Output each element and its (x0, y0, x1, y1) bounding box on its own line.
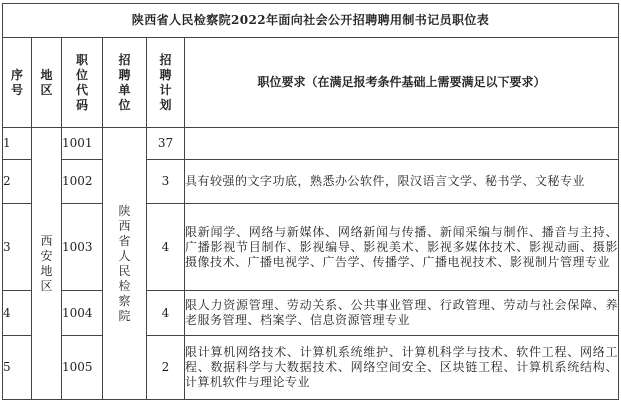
region-text: 西安地区 (40, 233, 53, 293)
header-code (62, 38, 103, 128)
cell-seq: 5 (3, 336, 32, 400)
cell-plan: 3 (147, 160, 185, 204)
cell-requirement: 限人力资源管理、劳动关系、公共事业管理、行政管理、劳动与社会保障、养老服务管理、档案学、信息资源管理专业 (185, 291, 619, 336)
cell-code: 1004 (62, 291, 103, 336)
header-row (3, 38, 619, 128)
position-table (2, 3, 619, 400)
cell-code: 1001 (62, 128, 103, 160)
cell-seq: 2 (3, 160, 32, 204)
cell-code: 1005 (62, 336, 103, 400)
header-seq (3, 38, 32, 128)
title-row (3, 4, 619, 38)
unit-text: 陕西省人民检察院 (118, 203, 131, 323)
header-region-text: 地区 (40, 67, 53, 97)
cell-code: 1003 (62, 204, 103, 291)
table-row (3, 336, 619, 400)
cell-plan: 2 (147, 336, 185, 400)
header-code-text: 职位代码 (75, 52, 88, 112)
header-seq-text: 序号 (10, 67, 23, 97)
header-unit-text: 招聘单位 (118, 52, 131, 112)
table-title: 陕西省人民检察院2022年面向社会公开招聘聘用制书记员职位表 (3, 4, 619, 38)
header-unit (103, 38, 147, 128)
header-plan (147, 38, 185, 128)
cell-code: 1002 (62, 160, 103, 204)
header-region (32, 38, 62, 128)
table-row (3, 160, 619, 204)
table-row (3, 291, 619, 336)
cell-region (32, 128, 62, 400)
cell-requirement (185, 128, 619, 160)
cell-unit (103, 128, 147, 400)
table-row (3, 128, 619, 160)
cell-requirement: 限计算机网络技术、计算机系统维护、计算机科学与技术、软件工程、网络工程、数据科学与大数据技术、网络空间安全、区块链工程、计算机系统结构、计算机软件与理论专业 (185, 336, 619, 400)
cell-requirement: 限新闻学、网络与新媒体、网络新闻与传播、新闻采编与制作、播音与主持、广播影视节目制作、影视编导、影视美术、影视多媒体技术、影视动画、摄影摄像技术、广播电视学、广告学、传播学、广播电视技术、影视制片管理专业 (185, 204, 619, 291)
cell-plan: 4 (147, 204, 185, 291)
cell-seq: 1 (3, 128, 32, 160)
table-row (3, 204, 619, 291)
header-plan-text: 招聘计划 (159, 52, 172, 112)
cell-seq: 3 (3, 204, 32, 291)
cell-plan: 37 (147, 128, 185, 160)
cell-plan: 4 (147, 291, 185, 336)
cell-seq: 4 (3, 291, 32, 336)
cell-requirement: 具有较强的文字功底，熟悉办公软件，限汉语言文学、秘书学、文秘专业 (185, 160, 619, 204)
header-requirements: 职位要求（在满足报考条件基础上需要满足以下要求） (185, 38, 619, 128)
